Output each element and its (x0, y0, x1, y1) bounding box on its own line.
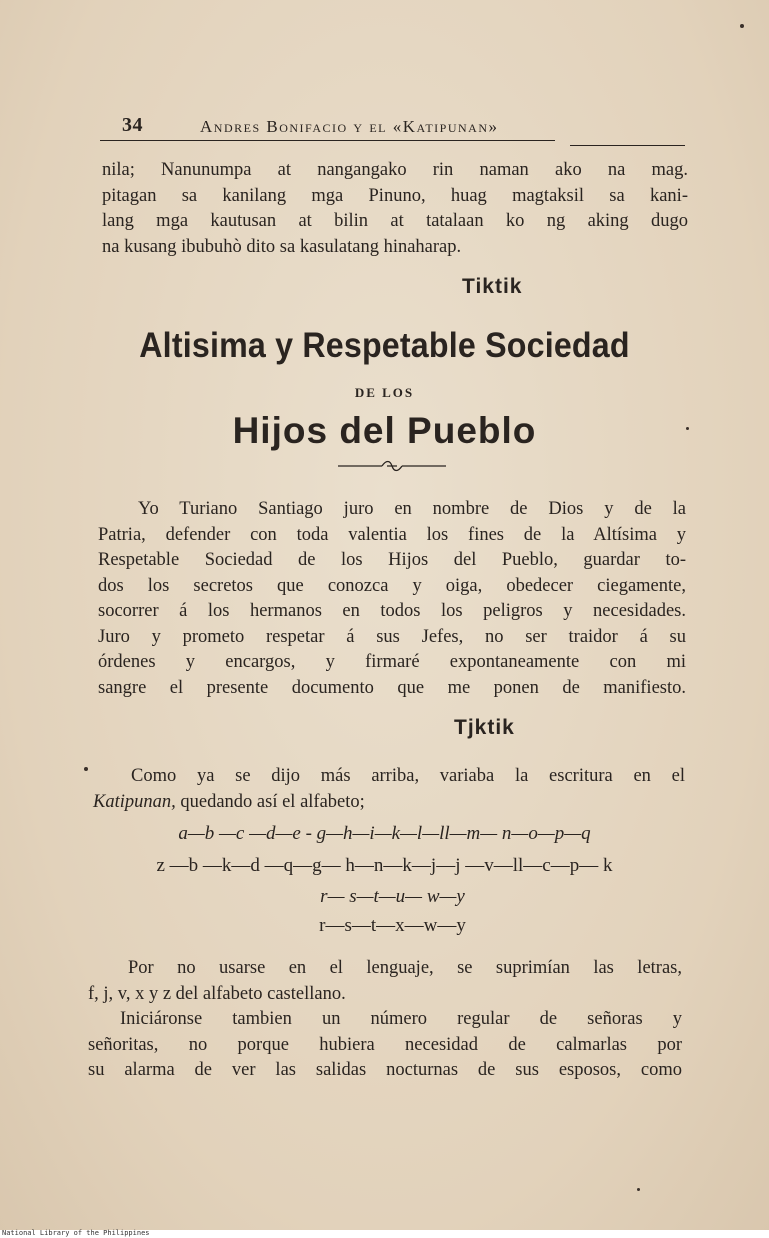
text-line (93, 790, 685, 816)
society-title-second: Hijos del Pueblo (232, 410, 537, 451)
paper-speck (84, 767, 88, 771)
text-line: su alarma de ver las salidas nocturnas de sus esposos, como (88, 1060, 682, 1080)
alphabet-intro (93, 764, 685, 815)
paper-speck (740, 24, 744, 28)
text-line: nila; Nanunumpa at nangangako rin naman ako na mag. (102, 160, 688, 180)
library-credit: National Library of the Philippines (2, 1229, 150, 1237)
paper-speck (686, 427, 689, 430)
text-line: f, j, v, x y z del alfabeto castellano. (88, 983, 346, 1004)
text-line: Patria, defender con toda valentia los fines de la Altísima y (98, 524, 686, 545)
text-line: sangre el presente documento que me ponen de manifiesto. (98, 677, 686, 698)
text-line: pitagan sa kanilang mga Pinuno, huag magtaksil sa kani- (102, 185, 688, 206)
text-fragment: quedando así el alfabeto; (175, 791, 365, 812)
text-line: Por no usarse en el lenguaje, se suprimían las letras, (128, 958, 682, 978)
tagalog-oath (102, 158, 688, 260)
katipunan-italic: Katipunan, (93, 791, 176, 812)
running-title: Andres Bonifacio y el «Katipunan» (200, 117, 499, 136)
closing-paragraph (88, 956, 682, 1084)
alphabet-row-cipher: z —b —k—d —q—g— h—n—k—j—j —v—ll—c—p— k (156, 855, 613, 876)
text-line: dos los secretos que conozca y oiga, obedecer ciegamente, (98, 575, 686, 596)
text-line: socorrer á los hermanos en todos los peligros y necesidades. (98, 601, 686, 621)
text-line: na kusang ibubuhò dito sa kasulatang hinaharap. (102, 236, 462, 257)
page-number: 34 (122, 114, 143, 136)
text-line: Iniciáronse tambien un número regular de señoras y (120, 1009, 682, 1029)
text-line: órdenes y encargos, y firmaré expontaneamente con mi (98, 652, 686, 672)
page-header (100, 114, 683, 144)
alphabet-row-latin-2: r— s—t—u— w—y (320, 886, 465, 907)
paper-speck (637, 1188, 640, 1191)
text-line: Respetable Sociedad de los Hijos del Pueblo, guardar to- (98, 550, 686, 570)
header-rule (100, 140, 555, 141)
text-line: lang mga kautusan at bilin at tatalaan ko ng aking dugo (102, 211, 688, 231)
alphabet-row-cipher-2: r—s—t—x—w—y (319, 915, 466, 936)
text-line: señoritas, no porque hubiera necesidad de calmarlas por (88, 1034, 682, 1055)
footer-bar (0, 1230, 769, 1238)
ornament-divider (338, 458, 446, 474)
signature-tiktik: Tiktik (462, 275, 523, 298)
text-line: Juro y prometo respetar á sus Jefes, no ser traidor á su (98, 626, 686, 647)
spanish-oath (98, 497, 686, 701)
text-line: Como ya se dijo más arriba, variaba la escritura en el (131, 766, 685, 786)
signature-tjktik: Tjktik (454, 716, 515, 739)
text-line: Yo Turiano Santiago juro en nombre de Dios y de la (138, 499, 686, 519)
society-title-connector: DE LOS (354, 385, 415, 400)
society-title: Altisima y Respetable Sociedad (139, 326, 630, 365)
alphabet-row-latin: a—b —c —d—e - g—h—i—k—l—ll—m— n—o—p—q (178, 823, 591, 844)
header-rule-short (570, 145, 685, 146)
